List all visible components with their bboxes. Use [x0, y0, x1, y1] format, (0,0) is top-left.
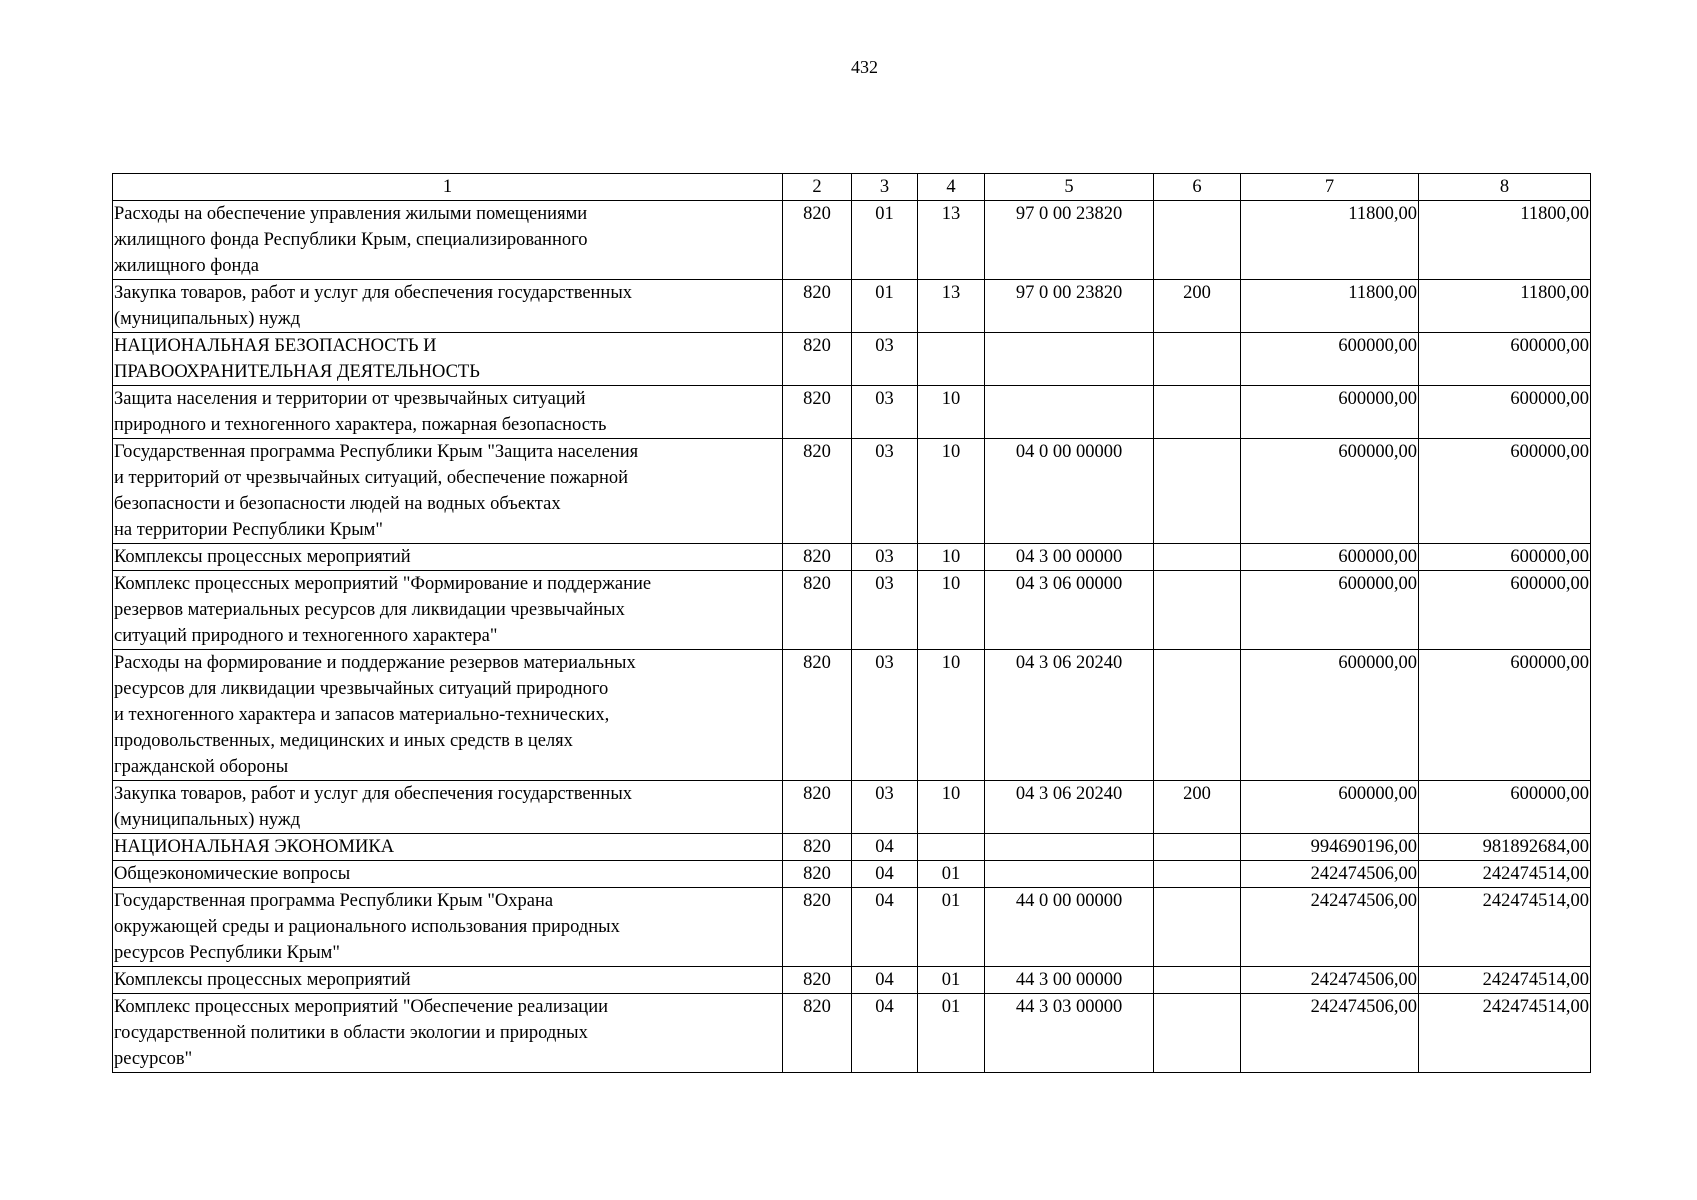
row-name: Государственная программа Республики Крым "Охрана окружающей среды и рационального использования природных ресурсов Республики Крым" [113, 888, 783, 967]
row-name: Комплексы процессных мероприятий [113, 967, 783, 994]
table-row [113, 280, 1591, 333]
row-amount-8: 600000,00 [1419, 333, 1591, 386]
table-row [113, 994, 1591, 1073]
row-code-6 [1154, 994, 1241, 1073]
row-code-2: 820 [783, 888, 852, 967]
row-code-5: 04 3 06 20240 [985, 781, 1154, 834]
row-code-3: 03 [852, 781, 918, 834]
row-code-4: 10 [918, 544, 985, 571]
row-code-4: 10 [918, 386, 985, 439]
row-code-4 [918, 333, 985, 386]
row-name: Общеэкономические вопросы [113, 861, 783, 888]
row-amount-8: 981892684,00 [1419, 834, 1591, 861]
table-row [113, 201, 1591, 280]
row-code-4: 01 [918, 994, 985, 1073]
row-code-3: 03 [852, 439, 918, 544]
row-amount-8: 11800,00 [1419, 201, 1591, 280]
row-code-5: 44 3 00 00000 [985, 967, 1154, 994]
column-header: 3 [852, 174, 918, 201]
row-name: Закупка товаров, работ и услуг для обеспечения государственных (муниципальных) нужд [113, 781, 783, 834]
row-code-3: 03 [852, 333, 918, 386]
row-name: НАЦИОНАЛЬНАЯ ЭКОНОМИКА [113, 834, 783, 861]
row-code-4: 01 [918, 861, 985, 888]
row-code-6 [1154, 571, 1241, 650]
row-amount-8: 600000,00 [1419, 650, 1591, 781]
column-header: 2 [783, 174, 852, 201]
row-amount-7: 242474506,00 [1241, 861, 1419, 888]
row-code-4: 13 [918, 280, 985, 333]
row-code-2: 820 [783, 386, 852, 439]
table-row [113, 439, 1591, 544]
row-code-2: 820 [783, 201, 852, 280]
row-code-6 [1154, 967, 1241, 994]
row-amount-7: 994690196,00 [1241, 834, 1419, 861]
table-row [113, 333, 1591, 386]
row-code-2: 820 [783, 280, 852, 333]
row-amount-7: 600000,00 [1241, 386, 1419, 439]
row-code-3: 03 [852, 650, 918, 781]
row-amount-8: 242474514,00 [1419, 994, 1591, 1073]
row-name: Государственная программа Республики Крым "Защита населения и территорий от чрезвычайных ситуаций, обеспечение пожарной безопасности и безопасности людей на водных объектах на территории Республики Крым" [113, 439, 783, 544]
table-row [113, 861, 1591, 888]
row-code-2: 820 [783, 650, 852, 781]
column-header: 8 [1419, 174, 1591, 201]
row-amount-7: 11800,00 [1241, 201, 1419, 280]
row-name: Защита населения и территории от чрезвычайных ситуаций природного и техногенного характера, пожарная безопасность [113, 386, 783, 439]
row-code-4: 01 [918, 888, 985, 967]
row-code-5: 97 0 00 23820 [985, 280, 1154, 333]
row-code-6 [1154, 201, 1241, 280]
row-amount-7: 11800,00 [1241, 280, 1419, 333]
row-code-4: 13 [918, 201, 985, 280]
row-code-2: 820 [783, 994, 852, 1073]
row-code-6 [1154, 439, 1241, 544]
row-code-6: 200 [1154, 280, 1241, 333]
row-amount-8: 242474514,00 [1419, 888, 1591, 967]
row-amount-8: 600000,00 [1419, 781, 1591, 834]
row-amount-8: 242474514,00 [1419, 967, 1591, 994]
row-code-3: 03 [852, 544, 918, 571]
row-code-4: 10 [918, 439, 985, 544]
row-amount-7: 242474506,00 [1241, 994, 1419, 1073]
row-code-3: 04 [852, 861, 918, 888]
row-code-6 [1154, 386, 1241, 439]
row-name: Комплекс процессных мероприятий "Формирование и поддержание резервов материальных ресурсов для ликвидации чрезвычайных ситуаций природного и техногенного характера" [113, 571, 783, 650]
row-code-2: 820 [783, 967, 852, 994]
row-name: Закупка товаров, работ и услуг для обеспечения государственных (муниципальных) нужд [113, 280, 783, 333]
row-code-6: 200 [1154, 781, 1241, 834]
row-code-6 [1154, 333, 1241, 386]
row-code-3: 04 [852, 888, 918, 967]
column-header: 1 [113, 174, 783, 201]
row-amount-7: 242474506,00 [1241, 888, 1419, 967]
row-amount-7: 600000,00 [1241, 650, 1419, 781]
row-code-3: 04 [852, 967, 918, 994]
row-code-2: 820 [783, 834, 852, 861]
column-header: 4 [918, 174, 985, 201]
row-name: Расходы на формирование и поддержание резервов материальных ресурсов для ликвидации чрезвычайных ситуаций природного и техногенного характера и запасов материально-технических, продовольственных, медицинских и иных средств в целях гражданской обороны [113, 650, 783, 781]
row-code-5 [985, 834, 1154, 861]
table-row [113, 386, 1591, 439]
row-code-5: 44 0 00 00000 [985, 888, 1154, 967]
row-amount-7: 600000,00 [1241, 439, 1419, 544]
table-row [113, 571, 1591, 650]
page-number: 432 [851, 57, 878, 77]
column-header: 5 [985, 174, 1154, 201]
row-code-5: 04 3 06 00000 [985, 571, 1154, 650]
row-code-3: 03 [852, 571, 918, 650]
row-amount-8: 11800,00 [1419, 280, 1591, 333]
column-header: 7 [1241, 174, 1419, 201]
row-code-2: 820 [783, 571, 852, 650]
budget-table [112, 173, 1591, 1073]
table-row [113, 834, 1591, 861]
header-row [113, 174, 1591, 201]
row-code-6 [1154, 650, 1241, 781]
row-amount-8: 600000,00 [1419, 571, 1591, 650]
row-code-6 [1154, 888, 1241, 967]
row-amount-7: 600000,00 [1241, 571, 1419, 650]
row-code-3: 04 [852, 834, 918, 861]
row-code-5 [985, 333, 1154, 386]
row-name: Комплекс процессных мероприятий "Обеспечение реализации государственной политики в области экологии и природных ресурсов" [113, 994, 783, 1073]
row-amount-7: 242474506,00 [1241, 967, 1419, 994]
row-code-6 [1154, 544, 1241, 571]
row-code-5 [985, 861, 1154, 888]
table-row [113, 781, 1591, 834]
row-code-4: 01 [918, 967, 985, 994]
row-code-6 [1154, 861, 1241, 888]
row-code-2: 820 [783, 439, 852, 544]
row-code-3: 01 [852, 201, 918, 280]
row-code-3: 04 [852, 994, 918, 1073]
column-header: 6 [1154, 174, 1241, 201]
table-row [113, 967, 1591, 994]
row-amount-8: 242474514,00 [1419, 861, 1591, 888]
row-code-2: 820 [783, 333, 852, 386]
row-code-5: 97 0 00 23820 [985, 201, 1154, 280]
row-code-3: 03 [852, 386, 918, 439]
row-amount-7: 600000,00 [1241, 781, 1419, 834]
row-code-5: 04 3 00 00000 [985, 544, 1154, 571]
row-code-5: 04 0 00 00000 [985, 439, 1154, 544]
row-code-6 [1154, 834, 1241, 861]
row-code-4: 10 [918, 650, 985, 781]
row-amount-8: 600000,00 [1419, 544, 1591, 571]
row-code-4: 10 [918, 571, 985, 650]
row-name: Комплексы процессных мероприятий [113, 544, 783, 571]
table-row [113, 888, 1591, 967]
row-amount-8: 600000,00 [1419, 439, 1591, 544]
row-code-5: 44 3 03 00000 [985, 994, 1154, 1073]
row-code-2: 820 [783, 861, 852, 888]
row-code-2: 820 [783, 781, 852, 834]
row-code-5: 04 3 06 20240 [985, 650, 1154, 781]
row-code-5 [985, 386, 1154, 439]
table-row [113, 650, 1591, 781]
row-name: Расходы на обеспечение управления жилыми помещениями жилищного фонда Республики Крым, специализированного жилищного фонда [113, 201, 783, 280]
row-amount-8: 600000,00 [1419, 386, 1591, 439]
row-amount-7: 600000,00 [1241, 544, 1419, 571]
row-code-3: 01 [852, 280, 918, 333]
row-name: НАЦИОНАЛЬНАЯ БЕЗОПАСНОСТЬ И ПРАВООХРАНИТЕЛЬНАЯ ДЕЯТЕЛЬНОСТЬ [113, 333, 783, 386]
row-amount-7: 600000,00 [1241, 333, 1419, 386]
row-code-2: 820 [783, 544, 852, 571]
table-row [113, 544, 1591, 571]
row-code-4: 10 [918, 781, 985, 834]
row-code-4 [918, 834, 985, 861]
